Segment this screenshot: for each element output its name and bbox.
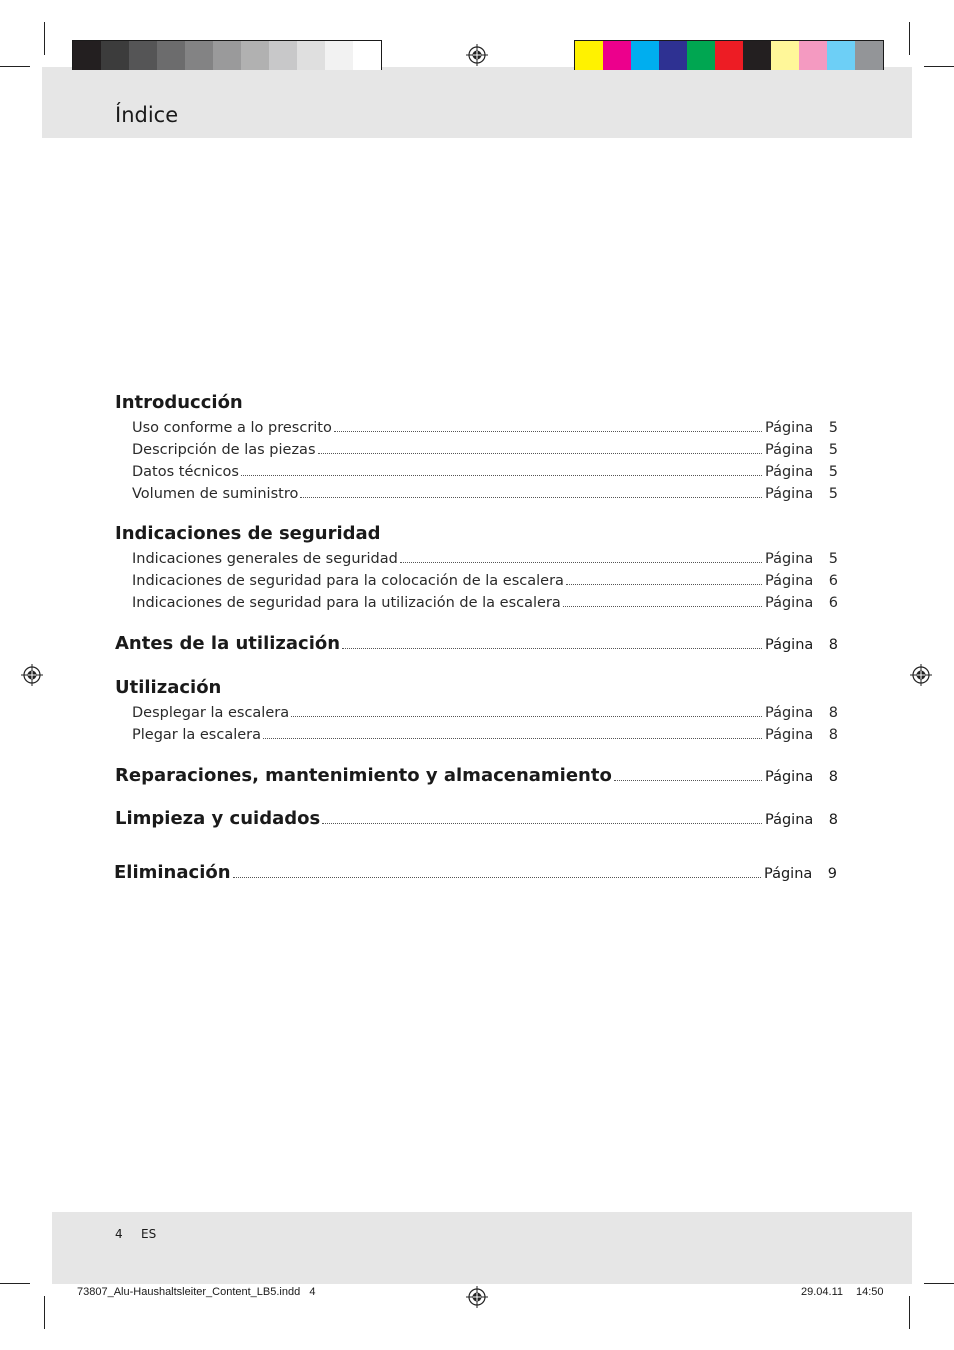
footer-page-number: 4 [115, 1227, 123, 1241]
toc-entry[interactable] [132, 705, 838, 721]
color-swatch [855, 41, 883, 70]
page-word: Página [764, 866, 813, 882]
color-swatch [185, 41, 213, 70]
toc-entry[interactable] [132, 573, 838, 589]
page-word: Página [765, 573, 814, 589]
page-number: 6 [828, 573, 838, 589]
color-swatch [269, 41, 297, 70]
page-word: Página [765, 442, 814, 458]
color-swatch [73, 41, 101, 70]
leader-dots [342, 648, 762, 649]
leader-dots [291, 716, 762, 717]
color-swatch [101, 41, 129, 70]
toc-section-title: Eliminación [114, 862, 231, 883]
toc-entry[interactable] [132, 486, 838, 502]
toc-section-title: Utilización [115, 677, 222, 698]
toc-section-title: Indicaciones de seguridad [115, 523, 381, 544]
page-number: 5 [828, 551, 838, 567]
page-number: 9 [827, 866, 837, 882]
leader-dots [263, 738, 762, 739]
color-swatch [129, 41, 157, 70]
leader-dots [322, 823, 762, 824]
color-swatch [603, 41, 631, 70]
toc-entry-label: Plegar la escalera [132, 727, 262, 743]
page-number: 5 [828, 486, 838, 502]
leader-dots [233, 877, 761, 878]
color-swatch [353, 41, 381, 70]
toc-section-title: Introducción [115, 392, 243, 413]
toc-entry-label: Volumen de suministro [132, 486, 299, 502]
toc-entry[interactable] [115, 633, 838, 654]
color-swatch [631, 41, 659, 70]
color-swatch [213, 41, 241, 70]
crop-mark [909, 22, 910, 55]
process-color-bar [574, 40, 884, 70]
color-swatch [157, 41, 185, 70]
page-number: 8 [828, 727, 838, 743]
page-number: 8 [828, 769, 838, 785]
page-number: 8 [828, 637, 838, 653]
registration-mark-icon [21, 664, 43, 686]
page-word: Página [765, 551, 814, 567]
color-swatch [743, 41, 771, 70]
toc-entry-label: Uso conforme a lo prescrito [132, 420, 332, 436]
color-swatch [687, 41, 715, 70]
crop-mark [0, 1283, 30, 1284]
color-swatch [659, 41, 687, 70]
page-word: Página [765, 464, 814, 480]
slug-date: 29.04.11 [801, 1286, 844, 1298]
page-number: 5 [828, 464, 838, 480]
leader-dots [566, 584, 762, 585]
color-swatch [575, 41, 603, 70]
leader-dots [400, 562, 762, 563]
page-word: Página [765, 769, 814, 785]
toc-entry-label: Indicaciones de seguridad para la colocación de la escalera [132, 573, 564, 589]
color-swatch [241, 41, 269, 70]
toc-entry-label: Desplegar la escalera [132, 705, 290, 721]
leader-dots [563, 606, 762, 607]
crop-mark [909, 1296, 910, 1329]
color-swatch [297, 41, 325, 70]
crop-mark [44, 1296, 45, 1329]
crop-mark [924, 66, 954, 67]
page-number: 8 [828, 812, 838, 828]
leader-dots [241, 475, 762, 476]
toc-entry[interactable] [132, 464, 838, 480]
toc-entry[interactable] [114, 862, 837, 883]
registration-mark-icon [466, 1286, 488, 1308]
color-swatch [771, 41, 799, 70]
color-swatch [799, 41, 827, 70]
toc-section-title: Reparaciones, mantenimiento y almacenamiento [115, 765, 612, 786]
toc-entry[interactable] [115, 808, 838, 829]
color-swatch [715, 41, 743, 70]
toc-entry[interactable] [132, 727, 838, 743]
color-swatch [827, 41, 855, 70]
leader-dots [334, 431, 762, 432]
toc-entry[interactable] [132, 595, 838, 611]
page-word: Página [765, 637, 814, 653]
page-number: 8 [828, 705, 838, 721]
crop-mark [0, 66, 30, 67]
table-of-contents [115, 390, 838, 890]
toc-entry[interactable] [115, 765, 838, 786]
toc-entry-label: Indicaciones de seguridad para la utilización de la escalera [132, 595, 561, 611]
page-word: Página [765, 595, 814, 611]
page-word: Página [765, 486, 814, 502]
leader-dots [300, 497, 762, 498]
slug-time: 14:50 [856, 1286, 884, 1298]
footer-band [52, 1212, 912, 1284]
page-title: Índice [115, 103, 179, 127]
registration-mark-icon [910, 664, 932, 686]
toc-section-title: Limpieza y cuidados [115, 808, 321, 829]
page-word: Página [765, 705, 814, 721]
page-number: 5 [828, 420, 838, 436]
toc-entry-label: Indicaciones generales de seguridad [132, 551, 398, 567]
page-number: 6 [828, 595, 838, 611]
page-number: 5 [828, 442, 838, 458]
page-word: Página [765, 812, 814, 828]
crop-mark [924, 1283, 954, 1284]
registration-mark-icon [466, 44, 488, 66]
toc-entry[interactable] [132, 442, 838, 458]
toc-entry-label: Datos técnicos [132, 464, 239, 480]
crop-mark [44, 22, 45, 55]
slug-filename: 73807_Alu-Haushaltsleiter_Content_LB5.indd 4 [77, 1286, 316, 1298]
leader-dots [614, 780, 762, 781]
toc-entry-label: Descripción de las piezas [132, 442, 316, 458]
color-swatch [325, 41, 353, 70]
toc-entry[interactable] [132, 551, 838, 567]
leader-dots [318, 453, 763, 454]
page-word: Página [765, 727, 814, 743]
toc-section-title: Antes de la utilización [115, 633, 341, 654]
footer-language: ES [141, 1227, 157, 1241]
toc-entry[interactable] [132, 420, 838, 436]
gray-color-bar [72, 40, 382, 70]
page-word: Página [765, 420, 814, 436]
